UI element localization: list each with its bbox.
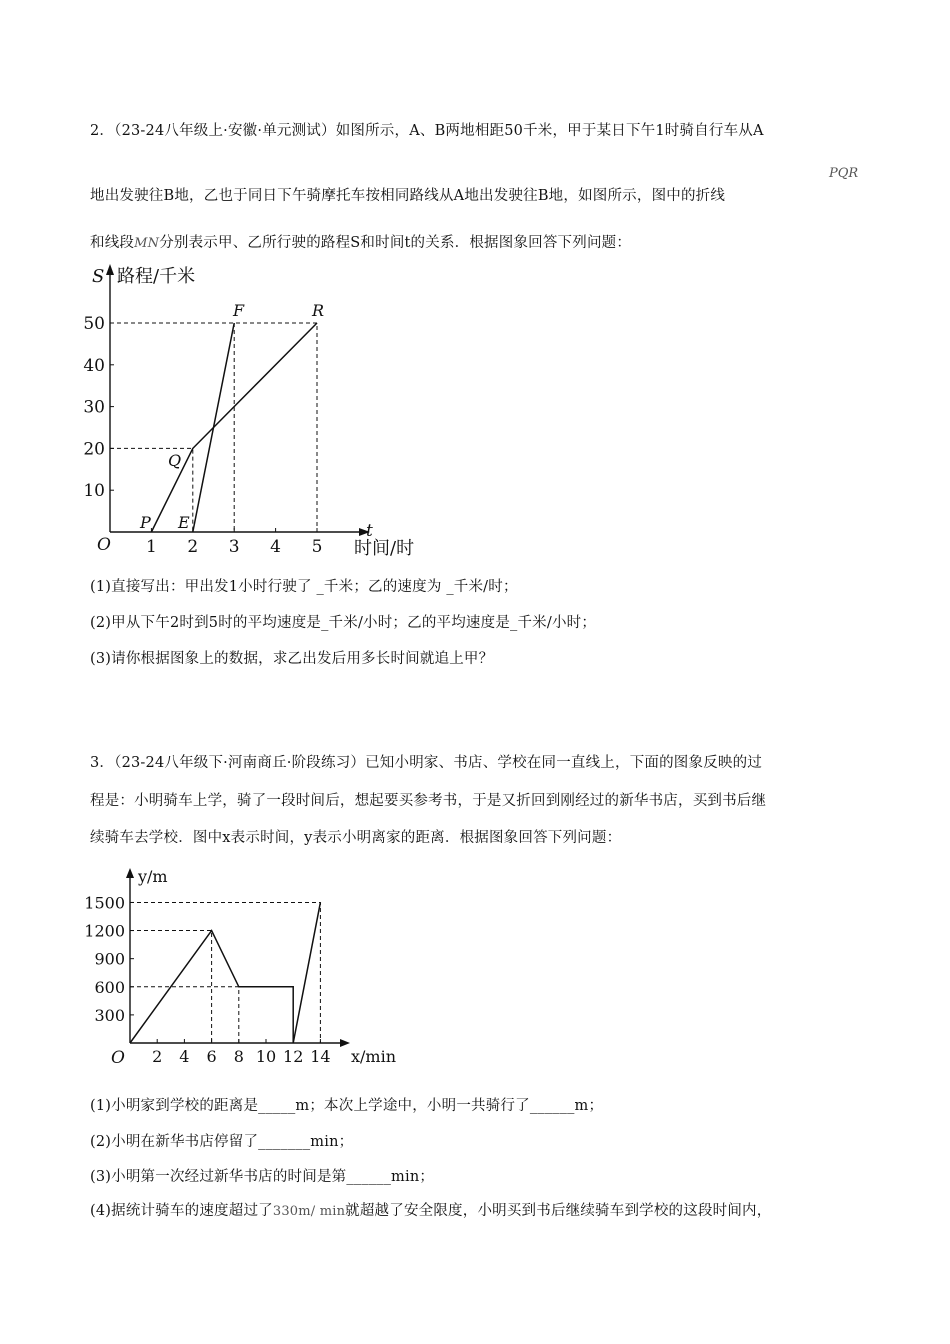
q3-sub4-b: 就超越了安全限度，小明买到书后继续骑车到学校的这段时间内，: [345, 1203, 772, 1219]
chart1-point-P: P: [140, 513, 151, 532]
q3-sub1: (1)小明家到学校的距离是_____m；本次上学途中，小明一共骑行了______m；: [90, 1098, 604, 1114]
q3-sub4: [90, 1199, 771, 1220]
c1-y-tick-20: 20: [83, 439, 105, 460]
c2-y-tick-1200: 1200: [84, 921, 125, 941]
chart1-x-title: 时间/时: [354, 538, 415, 559]
c1-x-tick-5: 5: [311, 537, 323, 557]
chart1-origin: O: [97, 535, 111, 555]
chart1-y-label: S: [92, 266, 105, 287]
c1-x-tick-3: 3: [228, 537, 240, 557]
c2-y-tick-300: 300: [94, 1005, 125, 1025]
chart2-series: [130, 902, 320, 1043]
chart1-point-F: F: [233, 301, 245, 320]
q2-line2: 地出发驶往B地，乙也于同日下午骑摩托车按相同路线从A地出发驶往B地，如图所示，图中的折线: [90, 188, 726, 204]
c1-series-EF: [193, 323, 234, 532]
c2-guide-2: [130, 987, 239, 1043]
c2-y-tick-1500: 1500: [84, 893, 125, 913]
chart2-y-arrow: [126, 868, 134, 878]
c1-y-tick-10: 10: [83, 481, 105, 502]
c2-y-tick-600: 600: [94, 977, 125, 997]
c1-y-tick-40: 40: [83, 355, 105, 376]
c1-y-tick-30: 30: [83, 397, 105, 418]
q2-pqr-label: PQR: [829, 166, 859, 181]
c2-guide-0: [130, 902, 320, 1043]
q3-sub2: (2)小明在新华书店停留了_______min；: [90, 1134, 354, 1150]
chart2-origin: O: [111, 1048, 125, 1068]
chart1-y-title: 路程/千米: [117, 266, 196, 287]
q2-sub2: (2)甲从下午2时到5时的平均速度是_千米/小时；乙的平均速度是_千米/小时；: [90, 615, 597, 631]
q3-line1: 3．（23-24八年级下·河南商丘·阶段练习）已知小明家、书店、学校在同一直线上，下面的图象反映的过: [90, 755, 762, 771]
c2-x-tick-6: 6: [206, 1047, 217, 1066]
chart1-point-R: R: [312, 301, 325, 320]
chart2-guides: [130, 902, 320, 1043]
q2-line1: 2．（23-24八年级上·安徽·单元测试）如图所示，A、B两地相距50千米，甲于某日下午1时骑自行车从A: [90, 123, 764, 139]
chart2-y-title: y/m: [138, 867, 168, 886]
c2-x-tick-4: 4: [179, 1047, 190, 1066]
c1-x-tick-2: 2: [187, 537, 199, 557]
chart-distance-time: [80, 258, 420, 563]
q3-line2: 程是：小明骑车上学，骑了一段时间后，想起要买参考书，于是又折回到刚经过的新华书店，买到书后继: [90, 793, 767, 809]
c2-series-distance: [130, 902, 320, 1043]
c2-x-tick-2: 2: [152, 1047, 163, 1066]
chart2-x-arrow: [340, 1039, 350, 1047]
chart1-y-arrow: [106, 264, 114, 275]
chart1-point-E: E: [178, 513, 190, 532]
c1-x-tick-4: 4: [270, 537, 282, 557]
chart1-point-Q: Q: [168, 451, 182, 470]
q2-sub3: (3)请你根据图象上的数据，求乙出发后用多长时间就追上甲？: [90, 651, 494, 667]
q2-mn-label: MN: [134, 236, 160, 251]
c2-x-tick-12: 12: [283, 1047, 304, 1066]
q3-sub4-a: (4)据统计骑车的速度超过了: [90, 1203, 273, 1219]
chart1-x-label: t: [366, 521, 373, 541]
c2-x-tick-10: 10: [255, 1047, 277, 1066]
q2-sub1: (1)直接写出：甲出发1小时行驶了 _千米；乙的速度为 _千米/时；: [90, 579, 518, 595]
q3-sub4-unit: 330m/ min: [272, 1204, 346, 1219]
chart2-x-title: x/min: [351, 1047, 397, 1066]
q2-line3-b: 分别表示甲、乙所行驶的路程S和时间t的关系．根据图象回答下列问题：: [159, 235, 632, 251]
c1-x-tick-1: 1: [145, 537, 157, 557]
q3-sub3: (3)小明第一次经过新华书店的时间是第______min；: [90, 1169, 435, 1185]
c2-x-tick-14: 14: [310, 1047, 331, 1066]
c1-y-tick-50: 50: [83, 314, 105, 334]
q3-line3: 续骑车去学校．图中x表示时间，y表示小明离家的距离．根据图象回答下列问题：: [90, 830, 622, 846]
chart-distance-home: [80, 860, 420, 1070]
c2-y-tick-900: 900: [94, 949, 125, 969]
q2-line3: [90, 231, 631, 252]
q2-line3-a: 和线段: [90, 235, 135, 251]
c2-x-tick-8: 8: [233, 1047, 244, 1066]
chart2-y-ticks: [84, 893, 134, 1024]
